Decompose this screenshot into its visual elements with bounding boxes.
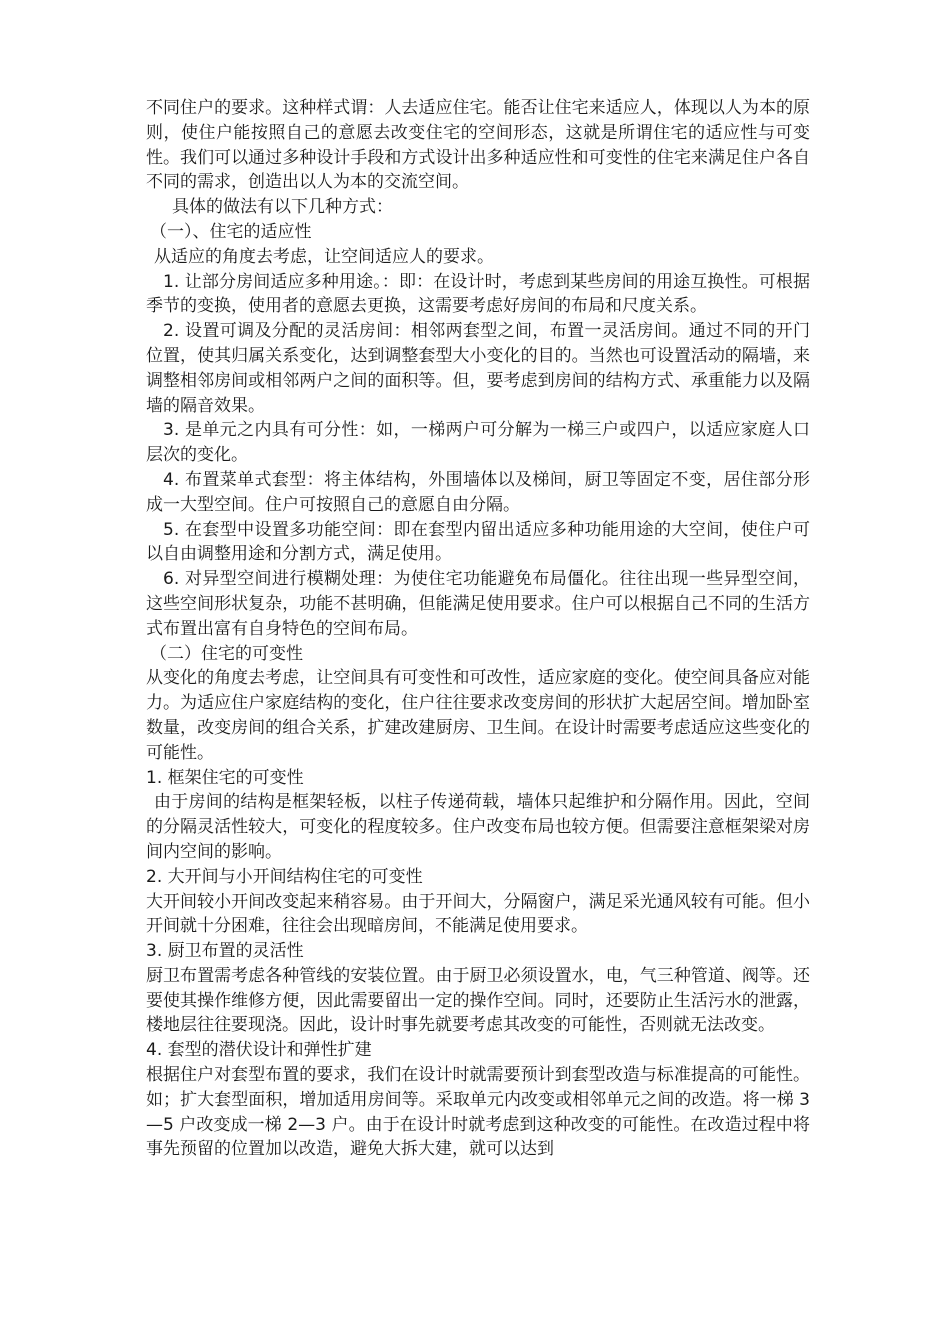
- paragraph-p05: 1. 让部分房间适应多种用途。：即：在设计时，考虑到某些房间的用途互换性。可根据季节的变换，使用者的意愿去更换，这需要考虑好房间的布局和尺度关系。: [146, 271, 810, 317]
- paragraph-p14: 由于房间的结构是框架轻板，以柱子传递荷载，墙体只起维护和分隔作用。因此，空间的分隔灵活性较大，可变化的程度较多。住户改变布局也较方便。但需要注意框架梁对房间内空间的影响。: [146, 792, 810, 862]
- paragraph-p19: 4. 套型的潜伏设计和弹性扩建: [146, 1040, 372, 1061]
- paragraph-p13: 1. 框架住宅的可变性: [146, 767, 304, 788]
- paragraph-p11: （二）住宅的可变性: [150, 643, 303, 664]
- paragraph-p10: 6. 对异型空间进行模糊处理：为使住宅功能避免布局僵化。往往出现一些异型空间，这些空间形状复杂，功能不甚明确，但能满足使用要求。住户可以根据自己不同的生活方式布置出富有自身特色的空间布局。: [146, 569, 810, 639]
- paragraph-p15: 2. 大开间与小开间结构住宅的可变性: [146, 866, 423, 887]
- paragraph-p08: 4. 布置菜单式套型：将主体结构，外围墙体以及梯间，厨卫等固定不变，居住部分形成一大型空间。住户可按照自己的意愿自由分隔。: [146, 469, 810, 515]
- paragraph-p16: 大开间较小开间改变起来稍容易。由于开间大，分隔窗户，满足采光通风较有可能。但小开间就十分困难，往往会出现暗房间，不能满足使用要求。: [146, 891, 810, 937]
- paragraph-p04: 从适应的角度去考虑，让空间适应人的要求。: [154, 246, 494, 267]
- paragraph-p17: 3. 厨卫布置的灵活性: [146, 941, 304, 962]
- paragraph-p20: 根据住户对套型布置的要求，我们在设计时就需要预计到套型改造与标准提高的可能性。如；扩大套型面积，增加适用房间等。采取单元内改变或相邻单元之间的改造。将一梯 3—5 户改变成一梯 2—3 户。由于在设计时就考虑到这种改变的可能性。在改造过程中将事先预留的位置加以改造，避免大拆大建，就可以达到: [146, 1065, 810, 1160]
- paragraph-p18: 厨卫布置需考虑各种管线的安装位置。由于厨卫必须设置水，电，气三种管道、阀等。还要使其操作维修方便，因此需要留出一定的操作空间。同时，还要防止生活污水的泄露，楼地层往往要现浇。因此，设计时事先就要考虑其改变的可能性，否则就无法改变。: [146, 965, 810, 1036]
- paragraph-p01: 不同住户的要求。这种样式谓：人去适应住宅。能否让住宅来适应人，体现以人为本的原则，使住户能按照自己的意愿去改变住宅的空间形态，这就是所谓住宅的适应性与可变性。我们可以通过多种设计手段和方式设计出多种适应性和可变性的住宅来满足住户各自不同的需求，创造出以人为本的交流空间。: [146, 98, 810, 193]
- document-body: [146, 96, 810, 1162]
- paragraph-p09: 5. 在套型中设置多功能空间：即在套型内留出适应多种功能用途的大空间，使住户可以自由调整用途和分割方式，满足使用。: [146, 519, 810, 565]
- paragraph-p06: 2. 设置可调及分配的灵活房间：相邻两套型之间，布置一灵活房间。通过不同的开门位置，使其归属关系变化，达到调整套型大小变化的目的。当然也可设置活动的隔墙，来调整相邻房间或相邻两户之间的面积等。但，要考虑到房间的结构方式、承重能力以及隔墙的隔音效果。: [146, 321, 810, 416]
- paragraph-p12: 从变化的角度去考虑，让空间具有可变性和可改性，适应家庭的变化。使空间具备应对能力。为适应住户家庭结构的变化，住户往往要求改变房间的形状扩大起居空间。增加卧室数量，改变房间的组合关系，扩建改建厨房、卫生间。在设计时需要考虑适应这些变化的可能性。: [146, 668, 810, 763]
- paragraph-p07: 3. 是单元之内具有可分性：如，一梯两户可分解为一梯三户或四户，以适应家庭人口层次的变化。: [146, 420, 810, 466]
- paragraph-p03: （一）、住宅的适应性: [150, 221, 312, 242]
- paragraph-p02: 具体的做法有以下几种方式：: [172, 197, 393, 218]
